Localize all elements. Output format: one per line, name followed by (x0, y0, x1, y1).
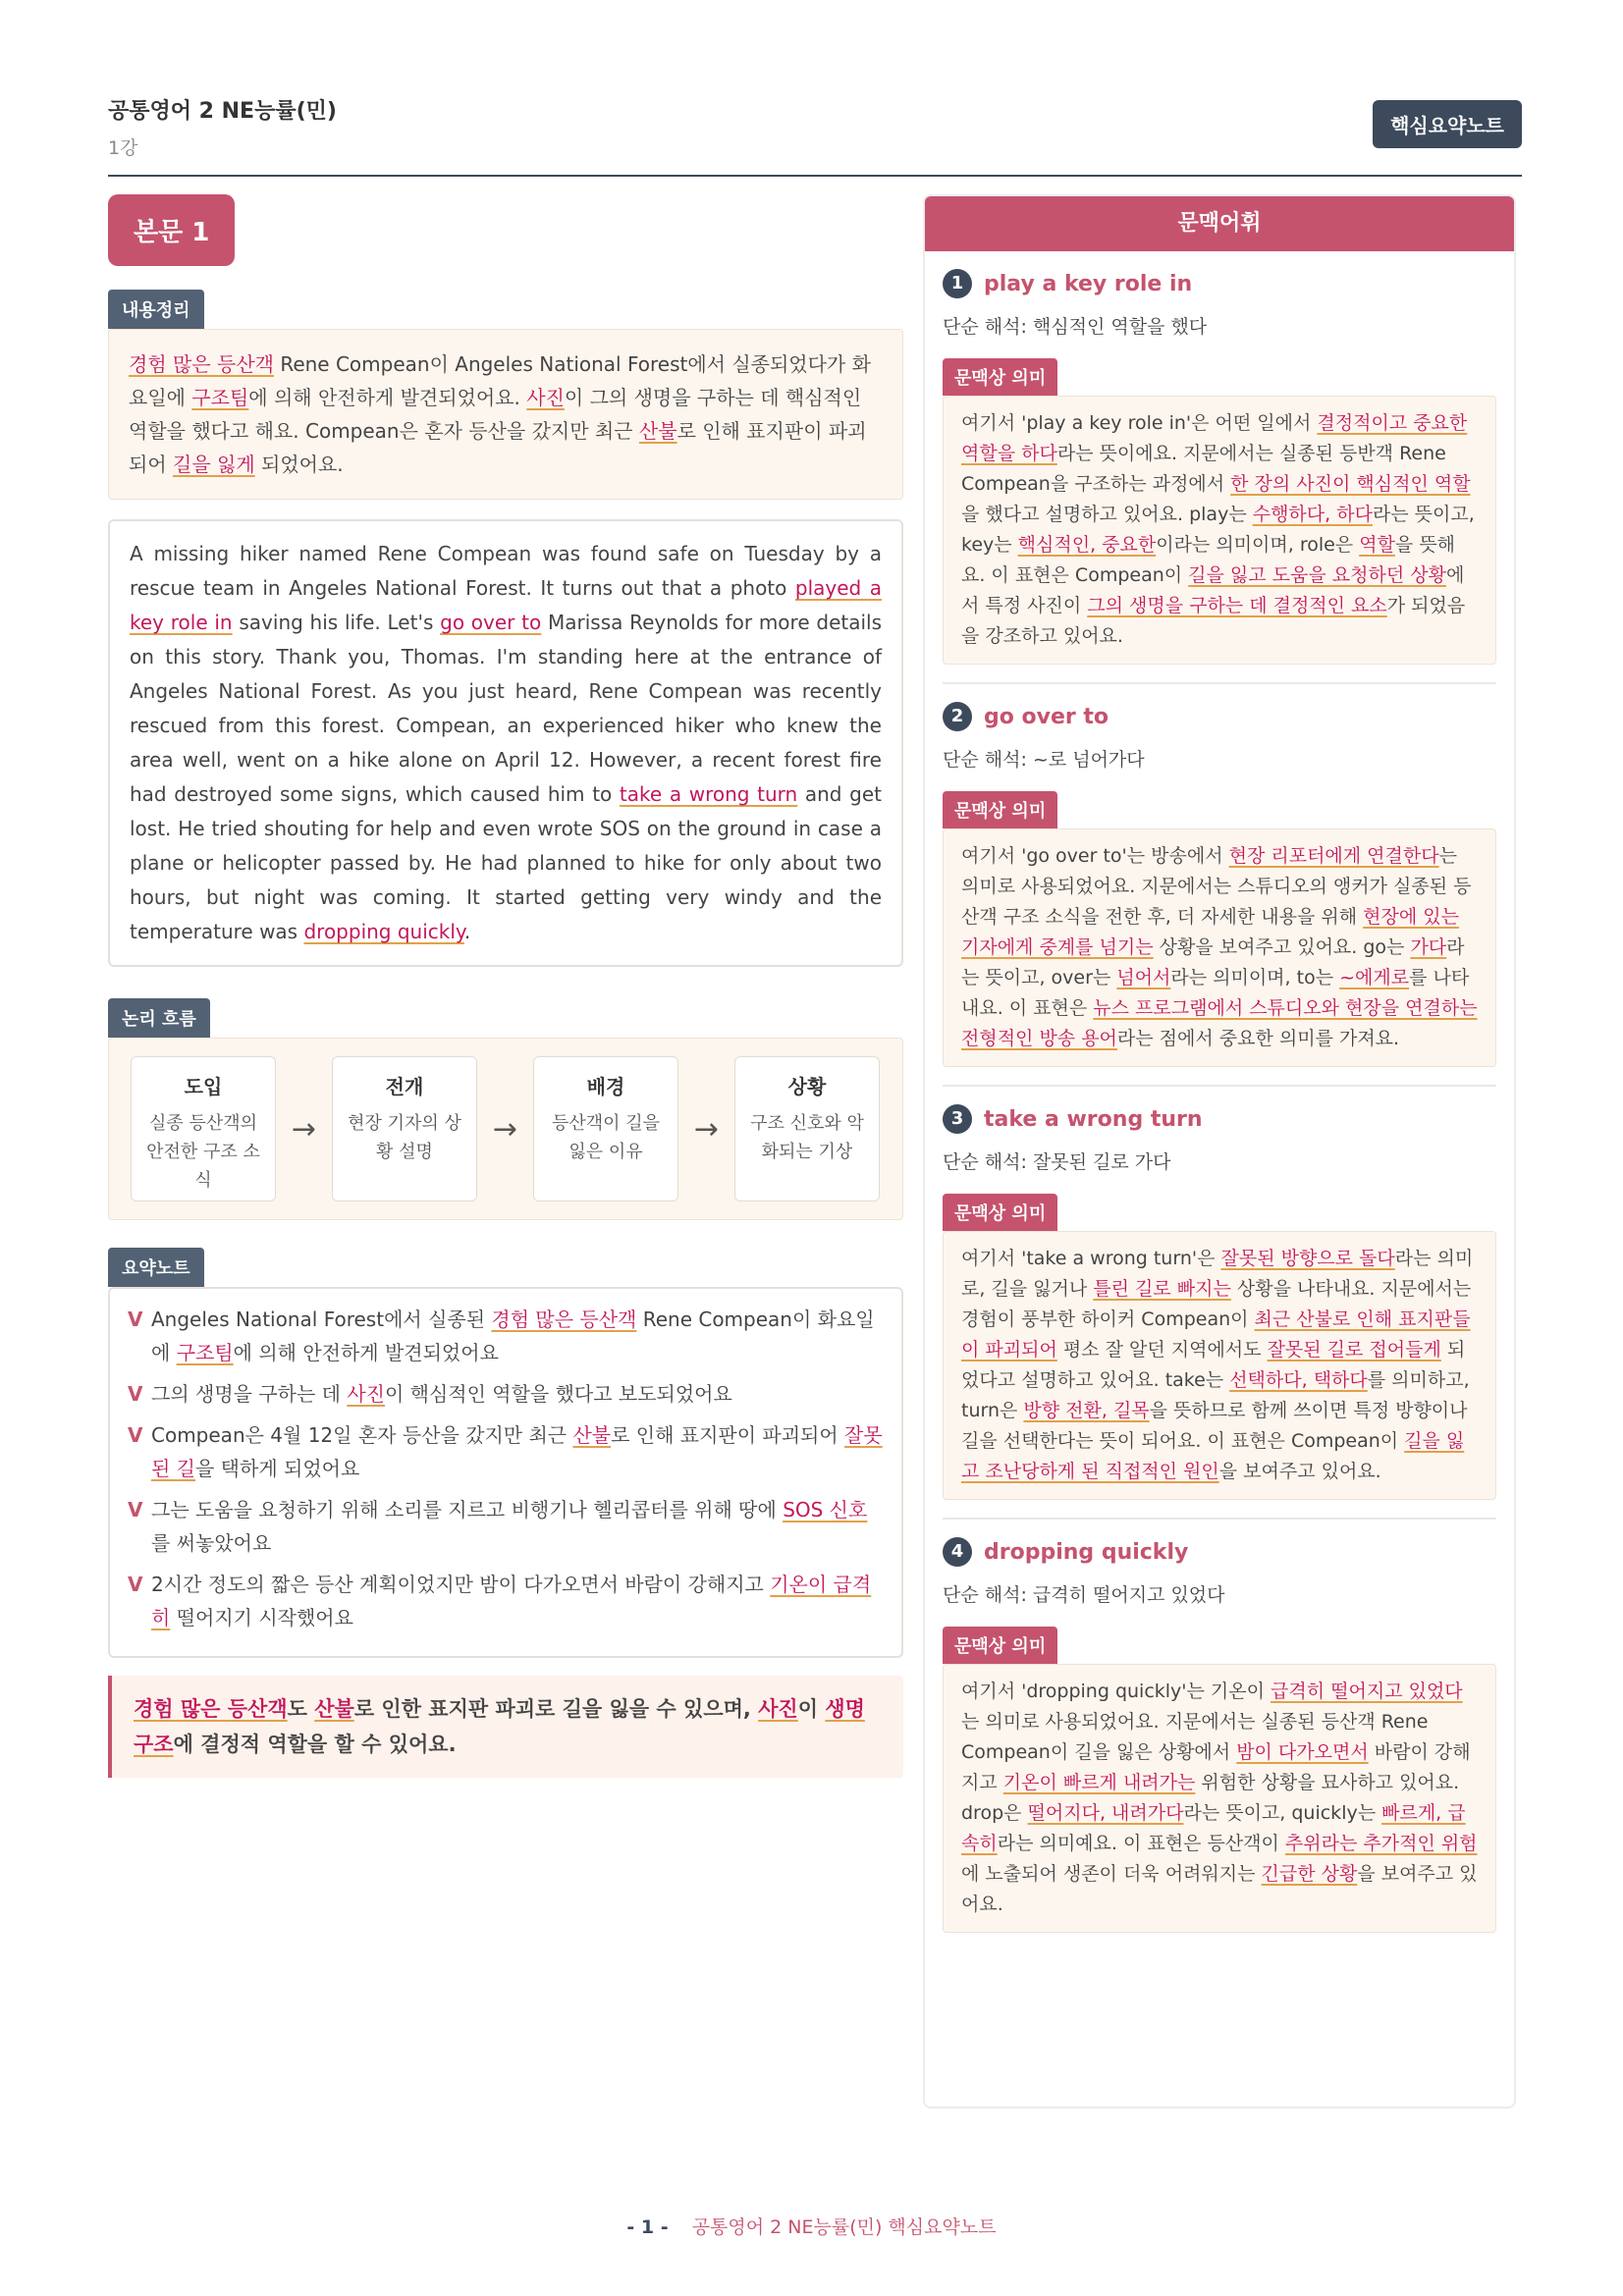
text-run: 는 의미로 사용되었어요. 지문에서는 실종된 등산객 Rene Compean이 길을 잃은 상황에서 (961, 1711, 1429, 1763)
vocab-number-badge: 4 (943, 1537, 972, 1567)
highlighted-term: 구조팀 (191, 386, 249, 409)
text-run: 그는 도움을 요청하기 위해 소리를 지르고 비행기나 헬리콥터를 위해 땅에 (151, 1498, 784, 1522)
text-run: 을 했다고 설명하고 있어요. play는 (961, 504, 1253, 525)
note-item (128, 1568, 884, 1634)
vocab-number-badge: 3 (943, 1104, 972, 1134)
text-run: 로 인한 표지판 파괴로 길을 잃을 수 있으며, (353, 1697, 759, 1721)
vocab-title-row (943, 1104, 1496, 1134)
highlighted-term: 사진 (526, 386, 565, 409)
flow-diagram (108, 1038, 903, 1220)
highlighted-term: 현장에 있는 기자에게 중계를 넘기는 (961, 906, 1459, 958)
highlighted-term: 생명 구조 (134, 1697, 865, 1756)
text-run: 여기서 'go over to'는 방송에서 (961, 845, 1229, 867)
highlighted-term: 사진 (758, 1697, 798, 1721)
text-run: 라는 뜻이에요. 지문에서는 실종된 등반객 Rene Compean을 구조하는 과정에서 (961, 443, 1446, 495)
text-run: 라는 의미이며, to는 (1170, 967, 1340, 988)
flow-step (734, 1056, 880, 1201)
text-run: 라는 의미예요. 이 표현은 등산객이 (997, 1833, 1285, 1854)
highlighted-term: 한 장의 사진이 핵심적인 역할 (1230, 473, 1471, 495)
vocab-title-row (943, 269, 1496, 298)
highlighted-term: 잘못된 길로 접어들게 (1267, 1339, 1441, 1361)
text-run: 로 인해 표지판이 파괴되어 (611, 1423, 845, 1447)
highlighted-term: take a wrong turn (619, 782, 798, 806)
check-marker: V (128, 1423, 143, 1447)
meaning-text (943, 396, 1496, 665)
text-run: 여기서 'take a wrong turn'은 (961, 1248, 1221, 1269)
conclusion-callout (108, 1676, 903, 1778)
flow-step-text: 실종 등산객의 안전한 구조 소식 (146, 1113, 260, 1191)
vocab-title-row (943, 1537, 1496, 1567)
highlighted-term: 결정적이고 중요한 역할을 하다 (961, 412, 1468, 464)
highlighted-term: 길을 잃게 (173, 453, 255, 476)
text-run: 떨어지기 시작했어요 (170, 1606, 353, 1629)
vocab-divider (943, 1085, 1496, 1087)
left-column (108, 194, 903, 1778)
text-run: 이라는 의미이며, role은 (1156, 534, 1360, 556)
text-run: . (463, 920, 471, 943)
highlighted-term: 길을 잃고 조난당하게 된 직접적인 원인 (961, 1430, 1465, 1482)
text-run: and get lost. He tried shouting for help and even wrote SOS on the ground in case a plane or helicopter passed by. He had planned to hike for only about two hours, but night was coming. It started getting very windy and the temperature was (130, 782, 882, 943)
vocab-panel (923, 194, 1516, 2109)
flow-label: 논리 흐름 (108, 998, 210, 1038)
page-number: - 1 - (626, 2216, 669, 2238)
highlighted-term: 선택하다, 택하다 (1229, 1369, 1368, 1391)
text-run: Angeles National Forest에서 실종된 (151, 1308, 492, 1331)
text-run: 되었다고 설명하고 있어요. take는 (961, 1339, 1466, 1391)
flow-arrow: → (492, 1111, 518, 1147)
summary-label: 내용정리 (108, 290, 204, 329)
highlighted-term: 산불 (638, 419, 677, 443)
text-run: 에 결정적 역할을 할 수 있어요. (173, 1733, 457, 1756)
vocab-simple-translation: 단순 해석: 핵심적인 역할을 했다 (943, 316, 1208, 338)
vocab-item (925, 702, 1514, 1067)
highlighted-term: 사진 (347, 1382, 385, 1406)
text-run: Rene Compean이 Angeles National Forest에서 실종되었다가 화요일에 (129, 352, 871, 409)
text-run: 로 인해 표지판이 파괴되어 (129, 419, 867, 476)
text-run: 2시간 정도의 짧은 등산 계획이었지만 밤이 다가오면서 바람이 강해지고 (151, 1573, 771, 1596)
vocab-list (925, 269, 1514, 1933)
text-run: 라는 점에서 중요한 의미를 가져요. (1116, 1028, 1400, 1049)
notes-list (108, 1287, 903, 1658)
highlighted-term: dropping quickly (303, 920, 464, 943)
note-item (128, 1303, 884, 1369)
vocab-header: 문맥어휘 (925, 196, 1514, 251)
vocab-phrase: play a key role in (984, 271, 1193, 296)
section-title: 본문 1 (108, 194, 235, 266)
text-run: 에 의해 안전하게 발견되었어요 (233, 1341, 499, 1364)
vocab-divider (943, 682, 1496, 684)
highlighted-term: 경험 많은 등산객 (491, 1308, 637, 1331)
highlighted-term: played a key role in (130, 576, 882, 634)
flow-step-title: 전개 (385, 1075, 424, 1098)
vocab-divider (943, 1518, 1496, 1520)
highlighted-term: 급격히 떨어지고 있었다 (1271, 1681, 1463, 1702)
flow-step (131, 1056, 276, 1201)
text-run: 을 뜻하므로 함께 쓰이면 특정 방향이나 길을 선택한다는 뜻이 되어요. 이 표현은 Compean이 (961, 1400, 1468, 1452)
flow-step (332, 1056, 477, 1201)
meaning-label: 문맥상 의미 (943, 1627, 1057, 1664)
vocab-number-badge: 1 (943, 269, 972, 298)
note-type-badge: 핵심요약노트 (1373, 100, 1522, 148)
text-run: Compean은 4월 12일 혼자 등산을 갔지만 최근 (151, 1423, 573, 1447)
highlighted-term: 밤이 다가오면서 (1236, 1741, 1369, 1763)
highlighted-term: 기온이 급격히 (151, 1573, 872, 1629)
flow-arrow: → (291, 1111, 317, 1147)
flow-arrow: → (693, 1111, 720, 1147)
note-item (128, 1377, 884, 1411)
text-run: 라는 뜻이고, key는 (961, 504, 1475, 556)
text-run: 라는 의미로, 길을 잃거나 (961, 1248, 1474, 1300)
text-run: A missing hiker named Rene Compean was found safe on Tuesday by a rescue team in Angeles National Forest. It turns out that a photo (130, 542, 882, 600)
text-run: 위험한 상황을 묘사하고 있어요. drop은 (961, 1772, 1460, 1824)
text-run: 을 보여주고 있어요. (1218, 1461, 1381, 1482)
text-run: 상황을 보여주고 있어요. go는 (1153, 936, 1411, 958)
note-item (128, 1418, 884, 1485)
highlighted-term: 현장 리포터에게 연결한다 (1228, 845, 1439, 867)
vocab-simple-translation: 단순 해석: 잘못된 길로 가다 (943, 1151, 1171, 1173)
flow-step-text: 구조 신호와 악화되는 기상 (750, 1113, 864, 1162)
text-run: 여기서 'play a key role in'은 어떤 일에서 (961, 412, 1318, 434)
check-marker: V (128, 1498, 143, 1522)
highlighted-term: 핵심적인, 중요한 (1017, 534, 1157, 556)
meaning-label: 문맥상 의미 (943, 1194, 1057, 1231)
text-run: 가 되었음을 강조하고 있어요. (961, 595, 1466, 647)
page-footer (0, 2213, 1623, 2239)
check-marker: V (128, 1308, 143, 1331)
highlighted-term: 가다 (1410, 936, 1447, 958)
highlighted-term: SOS 신호 (783, 1498, 868, 1522)
highlighted-term: 빠르게, 급속히 (961, 1802, 1466, 1854)
text-run: 이 그의 생명을 구하는 데 핵심적인 역할을 했다고 해요. Compean은 혼자 등산을 갔지만 최근 (129, 386, 862, 443)
footer-text: 공통영어 2 NE능률(민) 핵심요약노트 (691, 2216, 997, 2238)
highlighted-term: 떨어지다, 내려가다 (1027, 1802, 1184, 1824)
meaning-text (943, 1231, 1496, 1500)
highlighted-term: 수행하다, 하다 (1252, 504, 1373, 525)
vocab-title-row (943, 702, 1496, 731)
highlighted-term: go over to (440, 611, 542, 634)
text-run: 을 보여주고 있어요. (961, 1863, 1478, 1915)
check-marker: V (128, 1573, 143, 1596)
highlighted-term: 구조팀 (176, 1341, 234, 1364)
flow-step (533, 1056, 678, 1201)
flow-step-title: 도입 (184, 1075, 223, 1098)
notes-label: 요약노트 (108, 1248, 204, 1287)
check-marker: V (128, 1382, 143, 1406)
text-run: 평소 잘 알던 지역에서도 (1056, 1339, 1268, 1361)
flow-step-title: 상황 (787, 1075, 827, 1098)
text-run: 그의 생명을 구하는 데 (151, 1382, 348, 1406)
highlighted-term: 넘어서 (1116, 967, 1171, 988)
text-run: 라는 뜻이고, over는 (961, 936, 1465, 988)
highlighted-term: 역할 (1359, 534, 1395, 556)
highlighted-term: 방향 전환, 길목 (1023, 1400, 1150, 1421)
text-run: 되었어요. (254, 453, 344, 476)
highlighted-term: 잘못된 방향으로 돌다 (1220, 1248, 1395, 1269)
text-run: 를 나타내요. 이 표현은 (961, 967, 1470, 1019)
text-run: 라는 뜻이고, quickly는 (1183, 1802, 1382, 1824)
text-run: 는 의미로 사용되었어요. 지문에서는 스튜디오의 앵커가 실종된 등산객 구조 소식을 전한 후, 더 자세한 내용을 위해 (961, 845, 1472, 928)
text-run: 이 (797, 1697, 826, 1721)
meaning-text (943, 1664, 1496, 1933)
text-run: Rene Compean이 화요일에 (151, 1308, 875, 1364)
vocab-phrase: go over to (984, 704, 1109, 729)
vocab-item (925, 1537, 1514, 1933)
text-run: saving his life. Let's (232, 611, 441, 634)
text-run: 여기서 'dropping quickly'는 기온이 (961, 1681, 1271, 1702)
vocab-simple-translation: 단순 해석: ~로 넘어가다 (943, 749, 1145, 771)
highlighted-term: 뉴스 프로그램에서 스튜디오와 현장을 연결하는 전형적인 방송 용어 (961, 997, 1478, 1049)
highlighted-term: 추위라는 추가적인 위험 (1284, 1833, 1478, 1854)
text-run: 를 써놓았어요 (151, 1531, 272, 1555)
text-run: 을 뜻해요. 이 표현은 Compean이 (961, 534, 1456, 586)
text-run: 상황을 나타내요. 지문에서는 경험이 풍부한 하이커 Compean이 (961, 1278, 1472, 1330)
vocab-number-badge: 2 (943, 702, 972, 731)
meaning-label: 문맥상 의미 (943, 791, 1057, 828)
highlighted-term: 산불 (314, 1697, 354, 1721)
text-run: 을 택하게 되었어요 (195, 1457, 360, 1480)
vocab-item (925, 1104, 1514, 1500)
text-run: 이 핵심적인 역할을 했다고 보도되었어요 (384, 1382, 732, 1406)
page-header (108, 94, 1522, 177)
text-run: 에서 특정 사진이 (961, 564, 1465, 616)
highlighted-term: 길을 잃고 도움을 요청하던 상황 (1188, 564, 1446, 586)
meaning-label: 문맥상 의미 (943, 358, 1057, 396)
meaning-text (943, 828, 1496, 1067)
highlighted-term: 산불 (572, 1423, 612, 1447)
highlighted-term: 그의 생명을 구하는 데 결정적인 요소 (1087, 595, 1387, 616)
text-run: 에 의해 안전하게 발견되었어요. (248, 386, 527, 409)
summary-text (108, 329, 903, 500)
note-item (128, 1493, 884, 1560)
highlighted-term: 긴급한 상황 (1261, 1863, 1358, 1885)
highlighted-term: 경험 많은 등산객 (129, 352, 274, 376)
vocab-phrase: dropping quickly (984, 1539, 1189, 1565)
highlighted-term: 경험 많은 등산객 (134, 1697, 288, 1721)
highlighted-term: 기온이 빠르게 내려가는 (1002, 1772, 1196, 1793)
text-run: 를 의미하고, turn은 (961, 1369, 1470, 1421)
flow-step-title: 배경 (586, 1075, 625, 1098)
text-run: 에 노출되어 생존이 더욱 어려워지는 (961, 1863, 1262, 1885)
highlighted-term: ~에게로 (1339, 967, 1410, 988)
vocab-item (925, 269, 1514, 665)
text-run: 도 (287, 1697, 315, 1721)
highlighted-term: 잘못된 길 (151, 1423, 883, 1480)
flow-step-text: 현장 기자의 상황 설명 (348, 1113, 461, 1162)
document-title: 공통영어 2 NE능률(민) (108, 99, 337, 124)
flow-step-text: 등산객이 길을 잃은 이유 (551, 1113, 661, 1162)
text-run: Marissa Reynolds for more details on this story. Thank you, Thomas. I'm standing here at the entrance of Angeles National Forest. As you just heard, Rene Compean was recently rescued from this forest. Compean, an experienced hiker who knew the area well, went on a hike alone on April 12. However, a recent forest fire had destroyed some signs, which caused him to (130, 611, 883, 806)
text-run: 바람이 강해지고 (961, 1741, 1471, 1793)
lesson-number: 1강 (108, 137, 138, 159)
vocab-simple-translation: 단순 해석: 급격히 떨어지고 있었다 (943, 1584, 1225, 1606)
highlighted-term: 최근 산불로 인해 표지판들이 파괴되어 (961, 1308, 1471, 1361)
vocab-phrase: take a wrong turn (984, 1106, 1203, 1132)
passage-text (108, 519, 903, 967)
highlighted-term: 틀린 길로 빠지는 (1093, 1278, 1231, 1300)
